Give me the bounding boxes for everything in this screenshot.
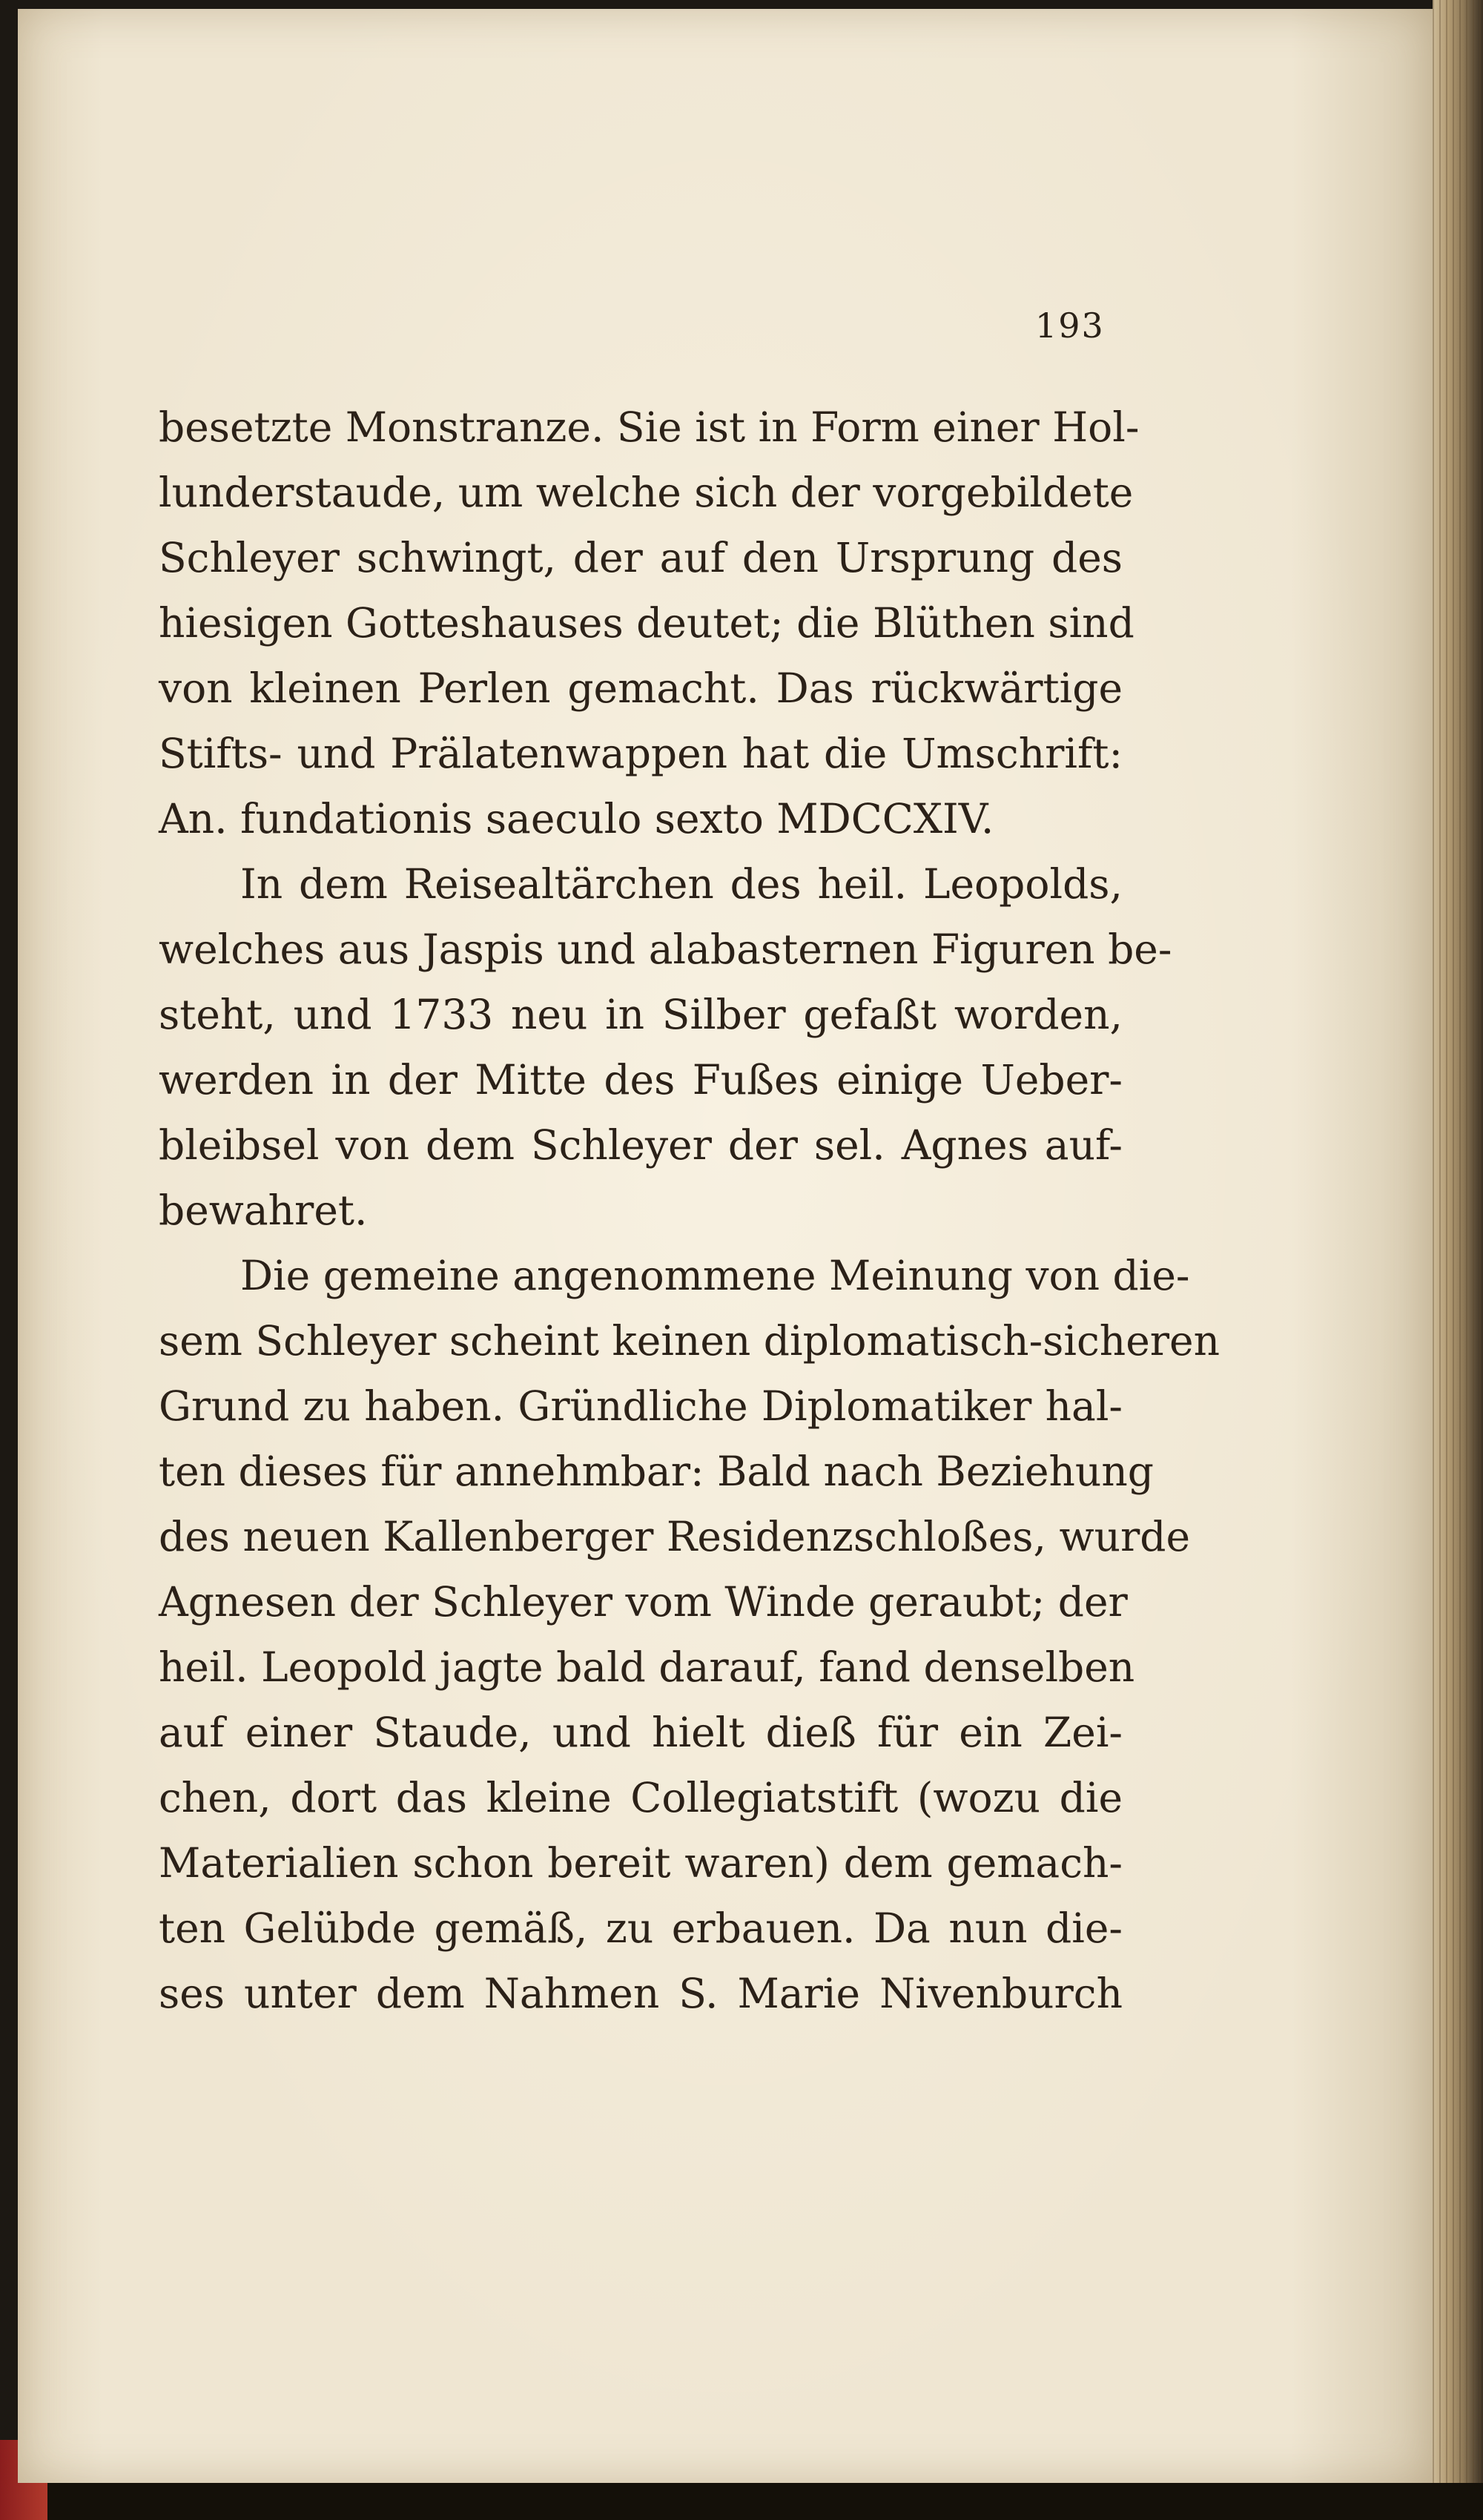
book-page: [18, 9, 1433, 2483]
text-line: lunderstaude, um welche sich der vorgebildete: [159, 469, 1134, 516]
text-line: welches aus Jaspis und alabasternen Figuren be-: [159, 926, 1172, 973]
text-line: bewahret.: [159, 1187, 368, 1234]
text-line: Stifts- und Prälatenwappen hat die Umschrift:: [159, 730, 1123, 777]
page-number: 193: [1035, 306, 1105, 346]
text-line: ten dieses für annehmbar: Bald nach Beziehung: [159, 1448, 1154, 1495]
text-line: heil. Leopold jagte bald darauf, fand denselben: [159, 1643, 1135, 1691]
page-edge-bottom: [0, 2483, 1483, 2520]
body-text: [159, 395, 1221, 2026]
text-line: In dem Reisealtärchen des heil. Leopolds,: [240, 860, 1123, 908]
text-line: Materialien schon bereit waren) dem gemach-: [159, 1839, 1123, 1887]
text-line: chen, dort das kleine Collegiatstift (wozu die: [159, 1774, 1123, 1821]
text-line: Schleyer schwingt, der auf den Ursprung des: [159, 534, 1123, 581]
text-line: ses unter dem Nahmen S. Marie Nivenburch: [159, 1970, 1123, 2017]
text-line: des neuen Kallenberger Residenzschloßes, wurde: [159, 1513, 1191, 1560]
text-line: hiesigen Gotteshauses deutet; die Blüthen sind: [159, 599, 1134, 647]
text-line: Grund zu haben. Gründliche Diplomatiker hal-: [159, 1382, 1123, 1430]
page-edge-right: [1433, 0, 1483, 2520]
text-line: steht, und 1733 neu in Silber gefaßt worden,: [159, 991, 1123, 1038]
text-line: ten Gelübde gemäß, zu erbauen. Da nun die-: [159, 1904, 1123, 1952]
text-line: Die gemeine angenommene Meinung von die-: [240, 1252, 1190, 1299]
text-line: bleibsel von dem Schleyer der sel. Agnes auf-: [159, 1121, 1123, 1169]
text-line: auf einer Staude, und hielt dieß für ein Zei-: [159, 1709, 1123, 1756]
text-line: besetzte Monstranze. Sie ist in Form einer Hol-: [159, 403, 1140, 451]
text-line: werden in der Mitte des Fußes einige Ueber-: [159, 1056, 1123, 1104]
text-line: von kleinen Perlen gemacht. Das rückwärtige: [159, 664, 1123, 712]
text-line: Agnesen der Schleyer vom Winde geraubt; der: [159, 1578, 1128, 1626]
text-line: An. fundationis saeculo sexto MDCCXIV.: [159, 795, 994, 842]
text-line: sem Schleyer scheint keinen diplomatisch-sicheren: [159, 1317, 1221, 1365]
